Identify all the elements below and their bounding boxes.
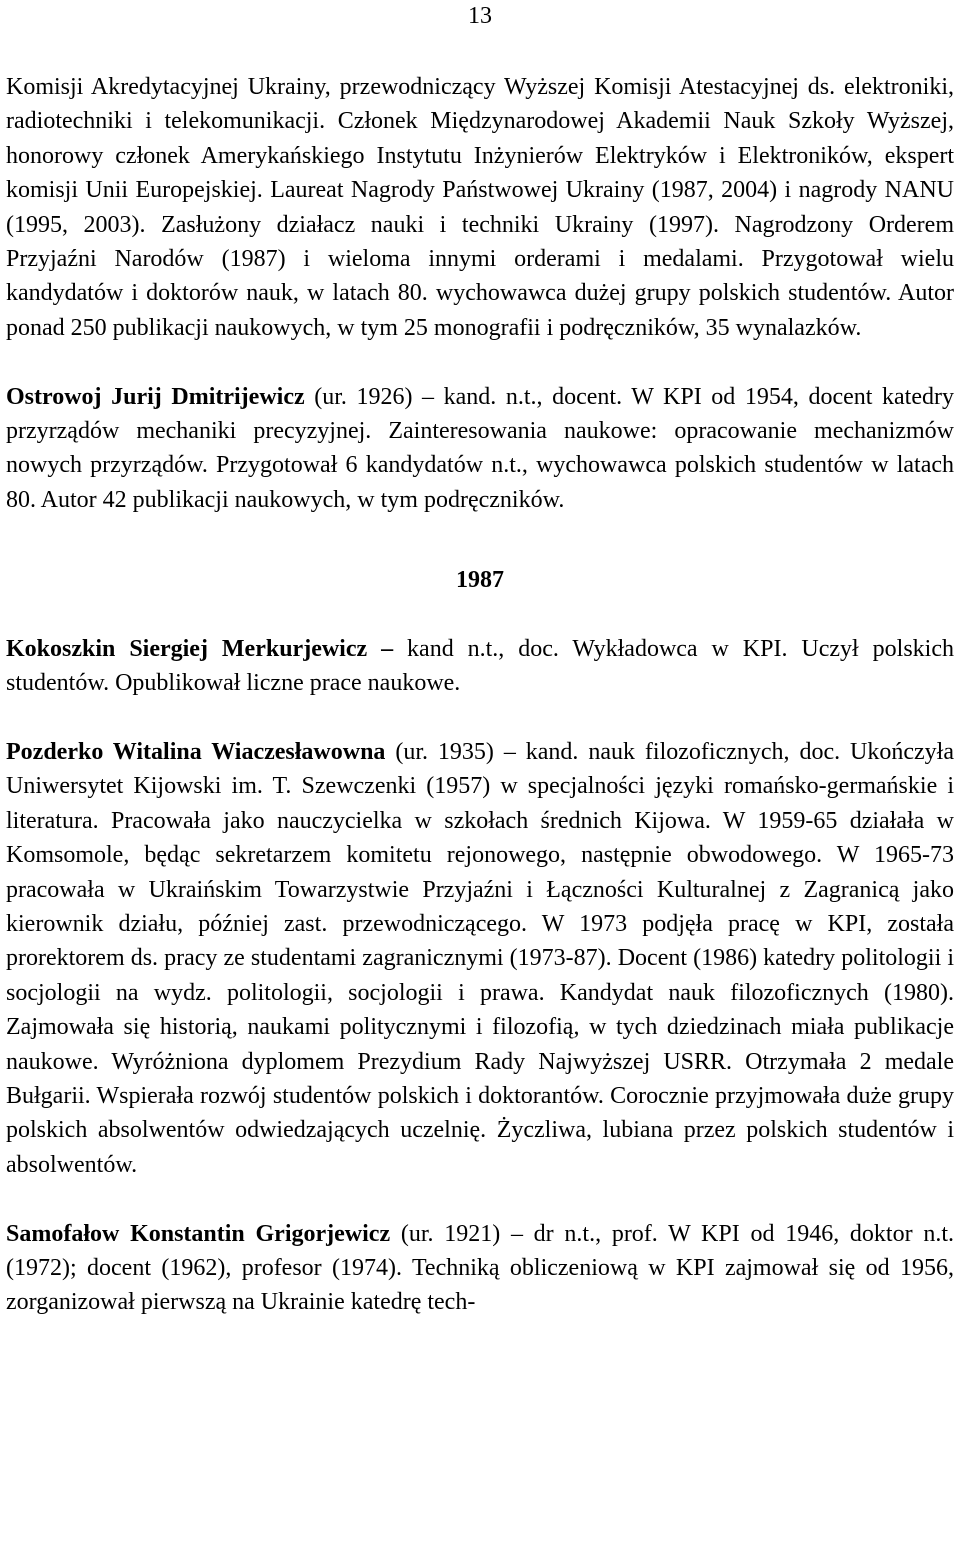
person-name: Kokoszkin Siergiej Merkurjewicz – bbox=[6, 635, 394, 662]
biography-text: (ur. 1921) – dr n.t., prof. W KPI od 1946, doktor n.t. (1972); docent (1962), profesor (1974). Techniką obliczeniową w KPI zajmował się od 1956, zorganizował pierwszą na Ukrainie katedrę tech- bbox=[6, 1220, 954, 1316]
biography-text: (ur. 1935) – kand. nauk filozoficznych, doc. Ukończyła Uniwersytet Kijowski im. T. Szewczenki (1957) w specjalności języki romańsko-germańskie i literatura. Pracowała jako nauczycielka w szkołach średnich Kijowa. W 1959-65 działała w Komsomole, będąc sekretarzem komitetu rejonowego, następnie obwodowego. W 1965-73 pracowała w Ukraińskim Towarzystwie Przyjaźni i Łączności Kulturalnej z Zagranicą jako kierownik działu, później zast. przewodniczącego. W 1973 podjęła pracę w KPI, została prorektorem ds. pracy ze studentami zagranicznymi (1973-87). Docent (1986) katedry politologii i socjologii na wydz. politologii, socjologii i prawa. Kandydat nauk filozoficznych (1980). Zajmowała się historią, naukami politycznymi i filozofią, w tych dziedzinach miała publikacje naukowe. Wyróżniona dyplomem Prezydium Rady Najwyższej USRR. Otrzymała 2 medale Bułgarii. Wspierała rozwój studentów polskich i doktorantów. Corocznie przyjmowała duże grupy polskich absolwentów odwiedzających uczelnię. Życzliwa, lubiana przez polskich studentów i absolwentów. bbox=[6, 738, 954, 1178]
biography-text: kand n.t., doc. Wykładowca w KPI. Uczył polskich studentów. Opublikował liczne prace naukowe. bbox=[6, 635, 954, 697]
document-body bbox=[6, 70, 954, 1320]
biography-text: (ur. 1926) – kand. n.t., docent. W KPI od 1954, docent katedry przyrządów mechaniki precyzyjnej. Zainteresowania naukowe: opracowanie mechanizmów nowych przyrządów. Przygotował 6 kandydatów n.t., wychowawca polskich studentów w latach 80. Autor 42 publikacji naukowych, w tym podręczników. bbox=[6, 383, 954, 513]
biography-entry-samofalow bbox=[6, 1217, 954, 1320]
person-name: Pozderko Witalina Wiaczesławowna bbox=[6, 738, 386, 765]
continued-biography-paragraph: Komisji Akredytacyjnej Ukrainy, przewodniczący Wyższej Komisji Atestacyjnej ds. elektroniki, radiotechniki i telekomunikacji. Członek Międzynarodowej Akademii Nauk Szkoły Wyższej, honorowy członek Amerykańskiego Instytutu Inżynierów Elektryków i Elektroników, ekspert komisji Unii Europejskiej. Laureat Nagrody Państwowej Ukrainy (1987, 2004) i nagrody NANU (1995, 2003). Zasłużony działacz nauki i techniki Ukrainy (1997). Nagrodzony Orderem Przyjaźni Narodów (1987) i wieloma innymi orderami i medalami. Przygotował wielu kandydatów i doktorów nauk, w latach 80. wychowawca dużej grupy polskich studentów. Autor ponad 250 publikacji naukowych, w tym 25 monografii i podręczników, 35 wynalazków. bbox=[6, 74, 954, 341]
biography-entry-ostrowoj bbox=[6, 380, 954, 518]
biography-entry-kokoszkin bbox=[6, 632, 954, 701]
page-number: 13 bbox=[468, 3, 492, 29]
biography-entry-pozderko bbox=[6, 735, 954, 1182]
person-name: Ostrowoj Jurij Dmitrijewicz bbox=[6, 383, 305, 410]
year-heading: 1987 bbox=[456, 567, 504, 594]
person-name: Samofałow Konstantin Grigorjewicz bbox=[6, 1220, 391, 1247]
